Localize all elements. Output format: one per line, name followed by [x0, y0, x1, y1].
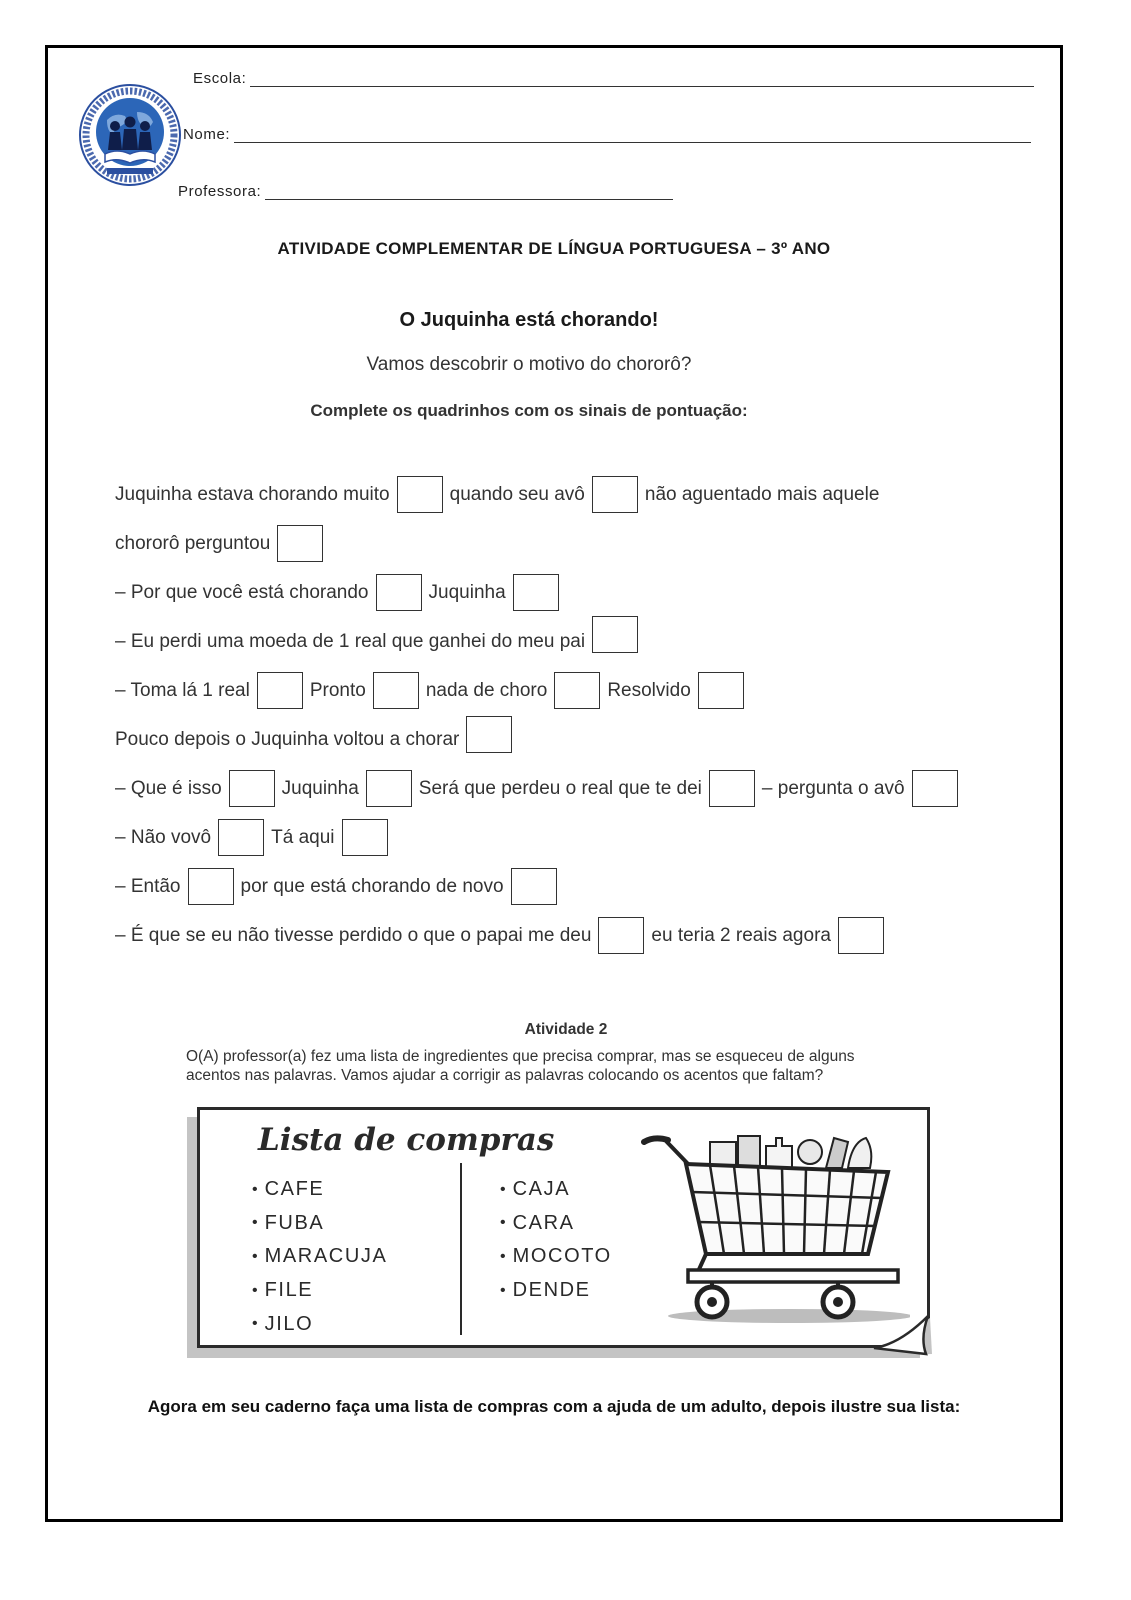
line-text: – pergunta o avô — [761, 777, 905, 799]
story-subtitle: Vamos descobrir o motivo do chororô? — [366, 354, 692, 375]
instruction-line: acentos nas palavras. Vamos ajudar a corrigir as palavras colocando os acentos que faltam? — [186, 1067, 824, 1084]
bullet-icon: • — [500, 1281, 506, 1299]
item-label: FILE — [264, 1279, 314, 1302]
activity-instruction: Complete os quadrinhos com os sinais de pontuação: — [310, 401, 748, 420]
line-text: quando seu avô — [449, 483, 585, 505]
punctuation-box[interactable] — [466, 716, 512, 753]
exercise-line — [115, 666, 965, 715]
punctuation-box[interactable] — [257, 672, 303, 709]
punctuation-box[interactable] — [397, 476, 443, 513]
exercise-line — [115, 519, 965, 568]
punctuation-box[interactable] — [592, 476, 638, 513]
line-text: – É que se eu não tivesse perdido o que o papai me deu — [115, 924, 592, 946]
list-item[interactable] — [500, 1240, 612, 1274]
name-input-line[interactable] — [234, 127, 1031, 143]
punctuation-box[interactable] — [376, 574, 422, 611]
shopping-list-left-column — [252, 1173, 387, 1341]
shopping-list-card — [197, 1107, 930, 1348]
line-text: Tá aqui — [271, 826, 335, 848]
punctuation-box[interactable] — [511, 868, 557, 905]
item-label: MARACUJA — [264, 1245, 388, 1268]
list-item[interactable] — [500, 1207, 612, 1241]
line-text: nada de choro — [425, 679, 548, 701]
punctuation-box[interactable] — [277, 525, 323, 562]
bullet-icon: • — [500, 1247, 506, 1265]
line-text: – Que é isso — [115, 777, 222, 799]
line-text: Juquinha estava chorando muito — [115, 483, 390, 505]
list-item[interactable] — [252, 1207, 387, 1241]
punctuation-box[interactable] — [229, 770, 275, 807]
punctuation-box[interactable] — [698, 672, 744, 709]
punctuation-box[interactable] — [513, 574, 559, 611]
bullet-icon: • — [252, 1247, 258, 1265]
line-text: – Toma lá 1 real — [115, 679, 250, 701]
punctuation-box[interactable] — [342, 819, 388, 856]
exercise-line — [115, 862, 965, 911]
shopping-cart-icon — [640, 1130, 910, 1325]
line-text: Resolvido — [607, 679, 691, 701]
activity-2-instructions — [186, 1047, 855, 1085]
page-title: ATIVIDADE COMPLEMENTAR DE LÍNGUA PORTUGUESA – 3º ANO — [277, 239, 831, 258]
exercise-line — [115, 764, 965, 813]
line-text: Pronto — [309, 679, 366, 701]
teacher-input-line[interactable] — [265, 184, 673, 200]
punctuation-box[interactable] — [912, 770, 958, 807]
page-curl-decoration — [870, 1314, 934, 1360]
punctuation-box[interactable] — [598, 917, 644, 954]
school-field[interactable] — [193, 70, 1034, 87]
line-text: – Não vovô — [115, 826, 212, 848]
line-text: Será que perdeu o real que te dei — [418, 777, 702, 799]
line-text: Pouco depois o Juquinha voltou a chorar — [115, 728, 460, 750]
line-text: – Por que você está chorando — [115, 581, 369, 603]
item-label: FUBA — [264, 1211, 325, 1234]
line-text: por que está chorando de novo — [240, 875, 504, 897]
punctuation-box[interactable] — [554, 672, 600, 709]
item-label: CAFE — [264, 1178, 325, 1201]
exercise-line — [115, 568, 965, 617]
punctuation-box[interactable] — [592, 616, 638, 653]
shopping-list-right-column — [500, 1173, 612, 1307]
line-text: – Eu perdi uma moeda de 1 real que ganhei do meu pai — [115, 630, 586, 652]
list-item[interactable] — [252, 1173, 387, 1207]
punctuation-box[interactable] — [838, 917, 884, 954]
bullet-icon: • — [500, 1214, 506, 1232]
line-text: chororô perguntou — [115, 532, 271, 554]
line-text: Juquinha — [281, 777, 359, 799]
name-field[interactable] — [183, 126, 1031, 143]
punctuation-box[interactable] — [366, 770, 412, 807]
list-item[interactable] — [252, 1240, 387, 1274]
punctuation-box[interactable] — [373, 672, 419, 709]
list-item[interactable] — [252, 1307, 387, 1341]
item-label: CARA — [512, 1211, 575, 1234]
item-label: DENDE — [512, 1279, 591, 1302]
exercise-line — [115, 911, 965, 960]
bullet-icon: • — [252, 1315, 258, 1333]
exercise-line — [115, 470, 965, 519]
line-text: eu teria 2 reais agora — [651, 924, 831, 946]
item-label: CAJA — [512, 1178, 571, 1201]
bullet-icon: • — [252, 1281, 258, 1299]
school-input-line[interactable] — [250, 71, 1034, 87]
school-seal-logo — [77, 82, 183, 188]
punctuation-box[interactable] — [188, 868, 234, 905]
school-label: Escola: — [193, 70, 247, 87]
exercise-line — [115, 813, 965, 862]
item-label: JILO — [264, 1312, 314, 1335]
line-text: não aguentado mais aquele — [644, 483, 880, 505]
teacher-label: Professora: — [178, 183, 262, 200]
column-divider — [460, 1163, 462, 1335]
exercise-line — [115, 617, 965, 666]
shopping-list-title: Lista de compras — [258, 1122, 555, 1158]
teacher-field[interactable] — [178, 183, 673, 200]
activity-2-heading: Atividade 2 — [524, 1021, 608, 1038]
story-heading: O Juquinha está chorando! — [399, 309, 659, 331]
closing-instruction: Agora em seu caderno faça uma lista de compras com a ajuda de um adulto, depois ilustre sua lista: — [147, 1397, 961, 1416]
list-item[interactable] — [500, 1173, 612, 1207]
bullet-icon: • — [252, 1214, 258, 1232]
list-item[interactable] — [500, 1274, 612, 1308]
line-text: Juquinha — [428, 581, 506, 603]
punctuation-exercise — [115, 470, 965, 960]
punctuation-box[interactable] — [709, 770, 755, 807]
list-item[interactable] — [252, 1274, 387, 1308]
name-label: Nome: — [183, 126, 231, 143]
punctuation-box[interactable] — [218, 819, 264, 856]
bullet-icon: • — [252, 1180, 258, 1198]
instruction-line: O(A) professor(a) fez uma lista de ingredientes que precisa comprar, mas se esqueceu de alguns — [186, 1048, 855, 1065]
bullet-icon: • — [500, 1180, 506, 1198]
line-text: – Então — [115, 875, 181, 897]
item-label: MOCOTO — [512, 1245, 612, 1268]
exercise-line — [115, 715, 965, 764]
